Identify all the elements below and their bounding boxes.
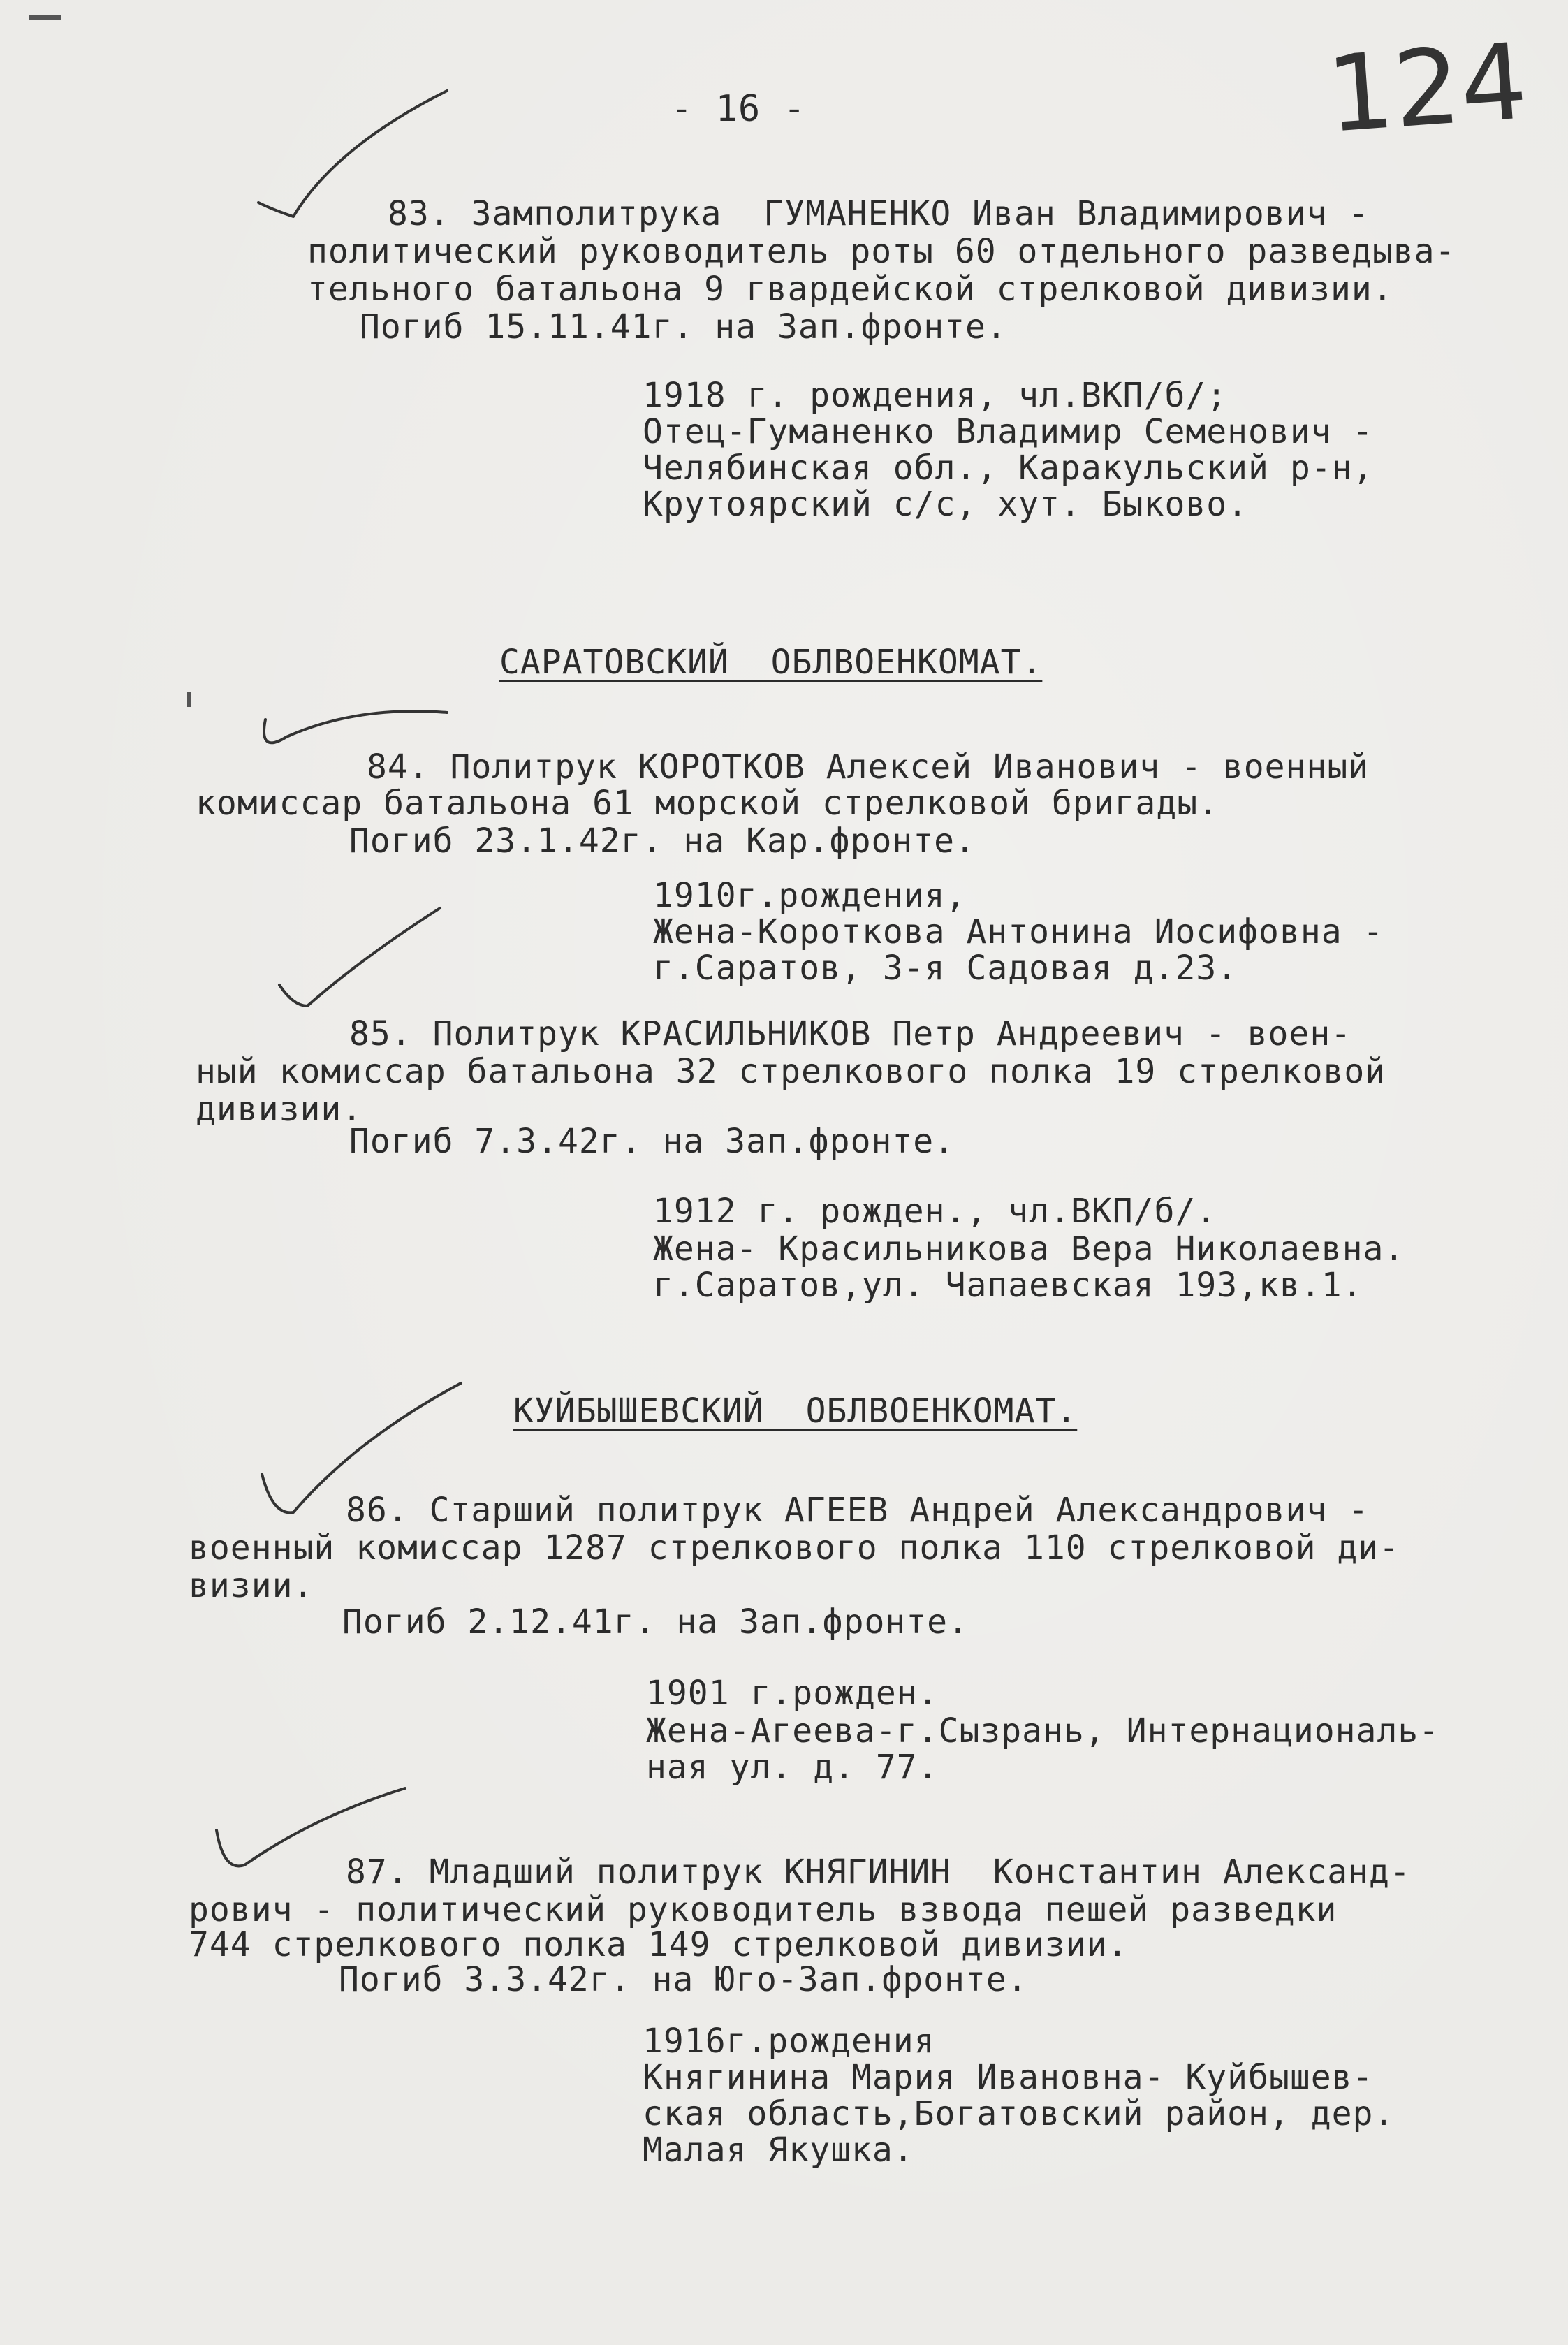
entry-83-detail-2: Отец-Гуманенко Владимир Семенович - — [643, 412, 1374, 451]
entry-86-line-3: визии. — [189, 1566, 314, 1605]
entry-85-line-4: Погиб 7.3.42г. на Зап.фронте. — [349, 1122, 955, 1161]
check-mark-icon — [265, 901, 475, 1030]
margin-mark — [187, 692, 191, 707]
entry-84-detail-2: Жена-Короткова Антонина Иосифовна - — [653, 912, 1384, 951]
entry-84-detail-3: г.Саратов, 3-я Садовая д.23. — [653, 949, 1238, 988]
entry-83-line-2: политический руководитель роты 60 отдельного разведыва- — [307, 232, 1456, 271]
heading-saratov: САРАТОВСКИЙ ОБЛВОЕНКОМАТ. — [499, 643, 1043, 682]
entry-86-detail-1: 1901 г.рожден. — [646, 1674, 939, 1713]
entry-86-detail-3: ная ул. д. 77. — [646, 1748, 939, 1787]
entry-85-detail-3: г.Саратов,ул. Чапаевская 193,кв.1. — [653, 1266, 1363, 1305]
entry-83-line-1: 83. Замполитрука ГУМАНЕНКО Иван Владимирович - — [388, 194, 1370, 233]
entry-85-line-3: дивизии. — [196, 1090, 363, 1129]
entry-87-detail-4: Малая Якушка. — [643, 2131, 914, 2170]
entry-87-detail-3: ская область,Богатовский район, дер. — [643, 2094, 1395, 2133]
entry-84-line-3: Погиб 23.1.42г. на Кар.фронте. — [349, 821, 976, 861]
entry-87-line-1: 87. Младший политрук КНЯГИНИН Константин Александ- — [346, 1853, 1411, 1892]
archive-number: 124 — [1323, 21, 1532, 156]
entry-83-line-3: тельного батальона 9 гвардейской стрелковой дивизии. — [307, 270, 1393, 309]
page-number: - 16 - — [671, 88, 806, 130]
heading-kuibyshev: КУЙБЫШЕВСКИЙ ОБЛВОЕНКОМАТ. — [513, 1391, 1078, 1431]
margin-mark — [29, 15, 61, 20]
entry-86-detail-2: Жена-Агеева-г.Сызрань, Интернациональ- — [646, 1711, 1440, 1751]
entry-83-line-4: Погиб 15.11.41г. на Зап.фронте. — [360, 307, 1007, 346]
entry-83-detail-3: Челябинская обл., Каракульский р-н, — [643, 448, 1374, 488]
entry-84-line-1: 84. Политрук КОРОТКОВ Алексей Иванович - военный — [367, 747, 1370, 787]
entry-83-detail-1: 1918 г. рождения, чл.ВКП/б/; — [643, 376, 1228, 415]
entry-85-line-1: 85. Политрук КРАСИЛЬНИКОВ Петр Андреевич - воен- — [349, 1014, 1352, 1053]
entry-84-detail-1: 1910г.рождения, — [653, 876, 967, 915]
entry-85-detail-1: 1912 г. рожден., чл.ВКП/б/. — [653, 1192, 1217, 1231]
entry-85-line-2: ный комиссар батальона 32 стрелкового полка 19 стрелковой — [196, 1052, 1386, 1091]
entry-87-line-2: рович - политический руководитель взвода пешей разведки — [189, 1890, 1338, 1929]
entry-87-line-3: 744 стрелкового полка 149 стрелковой дивизии. — [189, 1925, 1129, 1964]
entry-83-detail-4: Крутоярский с/с, хут. Быково. — [643, 485, 1249, 524]
entry-87-detail-1: 1916г.рождения — [643, 2022, 935, 2061]
entry-86-line-2: военный комиссар 1287 стрелкового полка 110 стрелковой ди- — [189, 1528, 1400, 1568]
entry-86-line-4: Погиб 2.12.41г. на Зап.фронте. — [342, 1602, 969, 1642]
entry-87-detail-2: Княгинина Мария Ивановна- Куйбышев- — [643, 2058, 1374, 2097]
entry-86-line-1: 86. Старший политрук АГЕЕВ Андрей Александрович - — [346, 1491, 1370, 1530]
entry-84-line-2: комиссар батальона 61 морской стрелковой бригады. — [196, 784, 1219, 823]
entry-85-detail-2: Жена- Красильникова Вера Николаевна. — [653, 1229, 1405, 1269]
entry-87-line-4: Погиб 3.3.42г. на Юго-Зап.фронте. — [339, 1960, 1028, 1999]
